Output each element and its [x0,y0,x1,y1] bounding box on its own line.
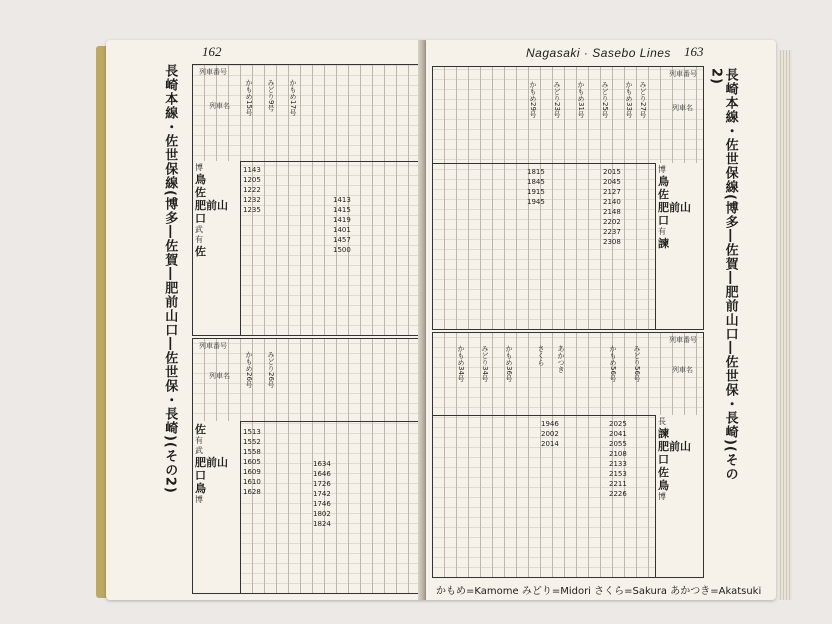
station-name: 博 [195,495,203,504]
station-name: 武 [195,225,203,234]
station-name: 鳥 [658,479,669,492]
station-name: 肥前山口 [195,456,228,482]
station-name: 佐 [195,423,206,436]
train-name-col: かもめ34号 [457,345,465,382]
time-cell: 2211 [609,480,627,488]
right-train-name-label: 列車名 [672,366,693,374]
left-page-number: 162 [202,44,222,59]
right-timetable-top [432,66,704,330]
right-page-vertical-title: 長崎本線・佐世保線(博多―佐賀―肥前山口―佐世保・長崎)(その2) [708,68,738,481]
time-cell: 1815 [527,168,545,176]
open-book [96,40,792,614]
time-cell: 2237 [603,228,621,236]
time-cell: 1646 [313,470,331,478]
left-train-no-label: 列車番号 [199,68,227,76]
left-station-column-bottom [193,421,241,593]
station-name: 肥前山口 [658,440,691,466]
time-column [333,195,351,255]
time-cell: 1413 [333,196,351,204]
station-name: 鳥 [195,173,206,186]
time-cell: 2148 [603,208,621,216]
train-name-col: かもめ33号 [625,81,633,118]
train-name-col: かもめ36号 [505,345,513,382]
left-train-no-label: 列車番号 [199,342,227,350]
train-name-col: かもめ17号 [289,79,297,116]
station-name: 諫 [658,427,669,440]
right-page-header-title: Nagasaki · Sasebo Lines [526,46,671,60]
time-cell: 1746 [313,500,331,508]
station-name: 有 [195,436,203,445]
right-train-no-label: 列車番号 [669,70,697,78]
left-station-column-top [193,161,241,335]
train-name-col: かもめ31号 [577,81,585,118]
time-cell: 1558 [243,448,261,456]
station-name: 佐 [658,466,669,479]
train-name-col: さくら [537,345,545,366]
time-cell: 1513 [243,428,261,436]
station-name: 諫 [658,237,669,250]
train-name-col: かもめ15号 [245,79,253,116]
right-train-name-label: 列車名 [672,104,693,112]
train-name-col: みどり27号 [639,81,647,118]
time-column [609,419,627,499]
time-cell: 2308 [603,238,621,246]
time-cell: 2002 [541,430,559,438]
time-cell: 1609 [243,468,261,476]
time-cell: 1628 [243,488,261,496]
station-name: 鳥 [195,482,206,495]
book-page-edges [778,50,792,600]
station-name: 博 [195,163,203,172]
left-timetable-top [192,64,420,336]
time-cell: 2015 [603,168,621,176]
right-station-column-top [655,163,703,329]
time-cell: 1945 [527,198,545,206]
station-name: 博 [658,165,666,174]
train-name-col: かもめ56号 [609,345,617,382]
time-cell: 1915 [527,188,545,196]
time-cell: 1143 [243,166,261,174]
time-cell: 1742 [313,490,331,498]
station-name: 佐 [658,188,669,201]
time-cell: 1205 [243,176,261,184]
time-cell: 1726 [313,480,331,488]
train-name-col: みどり23号 [553,81,561,118]
time-column [541,419,559,449]
train-name-col: みどり34号 [481,345,489,382]
time-cell: 1500 [333,246,351,254]
station-name: 有 [658,227,666,236]
station-name: 肥前山口 [195,199,228,225]
station-name: 武 [195,446,203,455]
time-column [603,167,621,247]
time-cell: 1634 [313,460,331,468]
time-cell: 1605 [243,458,261,466]
right-station-column-bottom [655,415,703,577]
time-cell: 2226 [609,490,627,498]
time-cell: 2153 [609,470,627,478]
time-column [243,165,261,215]
time-cell: 2041 [609,430,627,438]
left-train-name-label: 列車名 [209,102,230,110]
train-name-col: みどり26号 [267,351,275,388]
left-train-name-label: 列車名 [209,372,230,380]
train-name-col: かもめ29号 [529,81,537,118]
station-name: 鳥 [658,175,669,188]
station-name: 博 [658,492,666,501]
train-name-col: かもめ26号 [245,351,253,388]
time-cell: 1457 [333,236,351,244]
time-cell: 2133 [609,460,627,468]
time-cell: 1401 [333,226,351,234]
station-name: 肥前山口 [658,201,691,227]
time-cell: 2014 [541,440,559,448]
time-cell: 2045 [603,178,621,186]
time-cell: 1419 [333,216,351,224]
time-cell: 1824 [313,520,331,528]
station-name: 佐 [195,186,206,199]
left-timetable-bottom [192,338,420,594]
time-cell: 2025 [609,420,627,428]
time-cell: 2202 [603,218,621,226]
time-column [243,427,261,497]
time-cell: 1552 [243,438,261,446]
time-cell: 2127 [603,188,621,196]
station-name: 佐 [195,245,206,258]
train-name-col: みどり9号 [267,79,275,112]
time-column [313,459,331,529]
time-cell: 1222 [243,186,261,194]
time-cell: 1415 [333,206,351,214]
time-cell: 1232 [243,196,261,204]
time-cell: 2108 [609,450,627,458]
time-cell: 1610 [243,478,261,486]
train-name-legend: かもめ=Kamome みどり=Midori さくら=Sakura あかつき=Akatsuki [436,586,762,597]
left-page-vertical-title: 長崎本線・佐世保線(博多―佐賀―肥前山口―佐世保・長崎)(その2) [162,64,178,494]
train-name-col: みどり25号 [601,81,609,118]
station-name: 長 [658,417,666,426]
right-page [426,40,776,600]
station-name: 有 [195,235,203,244]
time-cell: 1946 [541,420,559,428]
time-cell: 2140 [603,198,621,206]
left-page [106,40,426,600]
train-name-col: あかつき [557,345,565,373]
right-train-no-label: 列車番号 [669,336,697,344]
right-timetable-bottom [432,332,704,578]
right-page-number: 163 [684,44,704,59]
time-column [527,167,545,207]
time-cell: 1802 [313,510,331,518]
train-name-col: みどり56号 [633,345,641,382]
time-cell: 2055 [609,440,627,448]
time-cell: 1845 [527,178,545,186]
time-cell: 1235 [243,206,261,214]
